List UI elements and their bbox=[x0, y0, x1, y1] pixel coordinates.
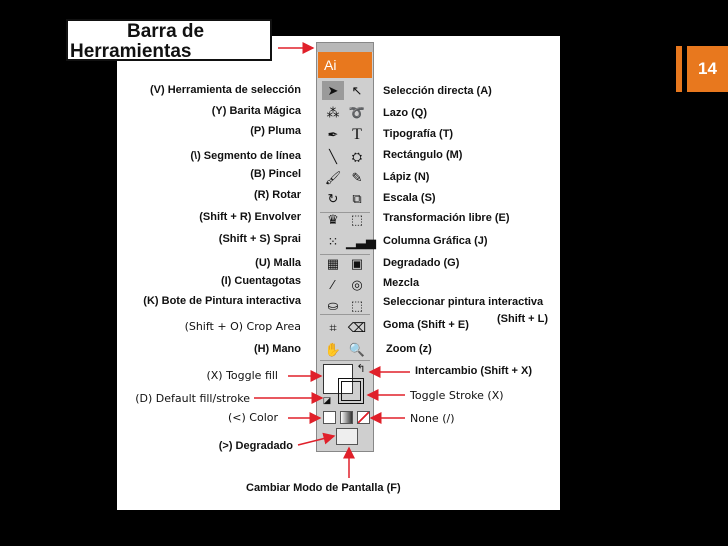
page-number: 14 bbox=[687, 46, 728, 92]
title-line-2: Herramientas bbox=[70, 41, 192, 62]
label-eraser: Goma (Shift + E) bbox=[383, 319, 469, 331]
line-segment-icon[interactable]: ╲ bbox=[329, 149, 337, 164]
label-hand: (H) Mano bbox=[253, 343, 301, 355]
label-swap: Intercambio (Shift + X) bbox=[415, 365, 533, 377]
eraser-icon[interactable]: ⌫ bbox=[347, 320, 367, 335]
live-paint-select-icon[interactable]: ⬚ bbox=[350, 298, 364, 313]
zoom-icon[interactable]: 🔍 bbox=[348, 342, 366, 357]
label-selection: (V) Herramienta de selección bbox=[149, 84, 301, 96]
label-direct-selection: Selección directa (A) bbox=[383, 85, 492, 97]
label-zoom: Zoom (z) bbox=[386, 343, 432, 355]
magic-wand-icon[interactable]: ⁂ bbox=[326, 105, 340, 120]
swap-fill-stroke-icon[interactable]: ↰ bbox=[356, 363, 366, 375]
live-paint-bucket-icon[interactable]: ⛀ bbox=[327, 298, 339, 313]
arrow-gradient-mode bbox=[298, 436, 334, 445]
paintbrush-icon[interactable]: 🖌 bbox=[324, 170, 342, 185]
label-magic-wand: (Y) Barita Mágica bbox=[211, 105, 301, 117]
label-pen: (P) Pluma bbox=[250, 125, 301, 137]
label-paintbrush: (B) Pincel bbox=[250, 168, 301, 180]
free-transform-icon[interactable]: ⬚ bbox=[350, 212, 364, 227]
label-sprayer: (Shift + S) Sprai bbox=[218, 233, 301, 245]
gradient-icon[interactable]: ▣ bbox=[350, 256, 364, 271]
selection-tool-icon[interactable]: ➤ bbox=[322, 81, 344, 100]
warp-icon[interactable]: ♛ bbox=[327, 212, 339, 227]
scale-icon[interactable]: ⧉ bbox=[352, 191, 362, 206]
rotate-icon[interactable]: ↻ bbox=[327, 191, 339, 206]
label-rectangle: Rectángulo (M) bbox=[383, 149, 463, 161]
pen-tool-icon[interactable]: ✒ bbox=[327, 127, 339, 142]
label-gradient-mode: (>) Degradado bbox=[218, 440, 293, 452]
label-scale: Escala (S) bbox=[383, 192, 436, 204]
label-live-paint-select: Seleccionar pintura interactiva bbox=[383, 296, 544, 308]
label-lasso: Lazo (Q) bbox=[383, 107, 427, 119]
label-screen-mode: Cambiar Modo de Pantalla (F) bbox=[246, 482, 401, 494]
label-mesh: (U) Malla bbox=[255, 257, 301, 269]
label-blend: Mezcla bbox=[383, 277, 420, 289]
label-warp: (Shift + R) Envolver bbox=[199, 211, 301, 223]
blend-icon[interactable]: ◎ bbox=[351, 277, 363, 292]
column-graph-icon[interactable]: ▁▃▅ bbox=[346, 234, 376, 249]
lasso-icon[interactable]: ➰ bbox=[348, 105, 366, 120]
label-type: Tipografía (T) bbox=[383, 128, 454, 140]
label-eyedropper: (I) Cuentagotas bbox=[220, 275, 301, 287]
label-column-graph: Columna Gráfica (J) bbox=[383, 235, 488, 247]
hand-icon[interactable]: ✋ bbox=[324, 342, 342, 357]
label-free-transform: Transformación libre (E) bbox=[383, 212, 510, 224]
label-default-fill-stroke: (D) Default fill/stroke bbox=[135, 392, 250, 405]
label-color: (<) Color bbox=[227, 411, 278, 424]
label-live-paint-shortcut: (Shift + L) bbox=[497, 313, 549, 325]
direct-selection-icon[interactable]: ↖ bbox=[351, 83, 363, 98]
symbol-sprayer-icon[interactable]: ⁙ bbox=[327, 234, 339, 249]
mesh-icon[interactable]: ▦ bbox=[326, 256, 340, 271]
crop-area-icon[interactable]: ⌗ bbox=[329, 320, 337, 335]
app-logo: Ai bbox=[318, 52, 372, 78]
label-toggle-fill: (X) Toggle fill bbox=[206, 369, 278, 382]
label-live-paint-bucket: (K) Bote de Pintura interactiva bbox=[143, 295, 301, 307]
label-line-segment: (\) Segmento de línea bbox=[190, 150, 301, 162]
label-rotate: (R) Rotar bbox=[253, 189, 301, 201]
title-line-1: Barra de bbox=[127, 21, 205, 42]
label-gradient: Degradado (G) bbox=[383, 257, 460, 269]
label-pencil: Lápiz (N) bbox=[383, 171, 430, 183]
default-fill-stroke-icon[interactable]: ◪ bbox=[322, 395, 332, 405]
label-crop-area: (Shift + O) Crop Area bbox=[184, 320, 301, 333]
label-none: None (/) bbox=[410, 412, 455, 425]
pencil-icon[interactable]: ✎ bbox=[351, 170, 363, 185]
rectangle-icon[interactable]: ⛭ bbox=[351, 149, 363, 164]
type-tool-icon[interactable]: T bbox=[352, 126, 362, 143]
eyedropper-icon[interactable]: ⁄ bbox=[331, 277, 335, 292]
label-toggle-stroke: Toggle Stroke (X) bbox=[410, 389, 504, 402]
